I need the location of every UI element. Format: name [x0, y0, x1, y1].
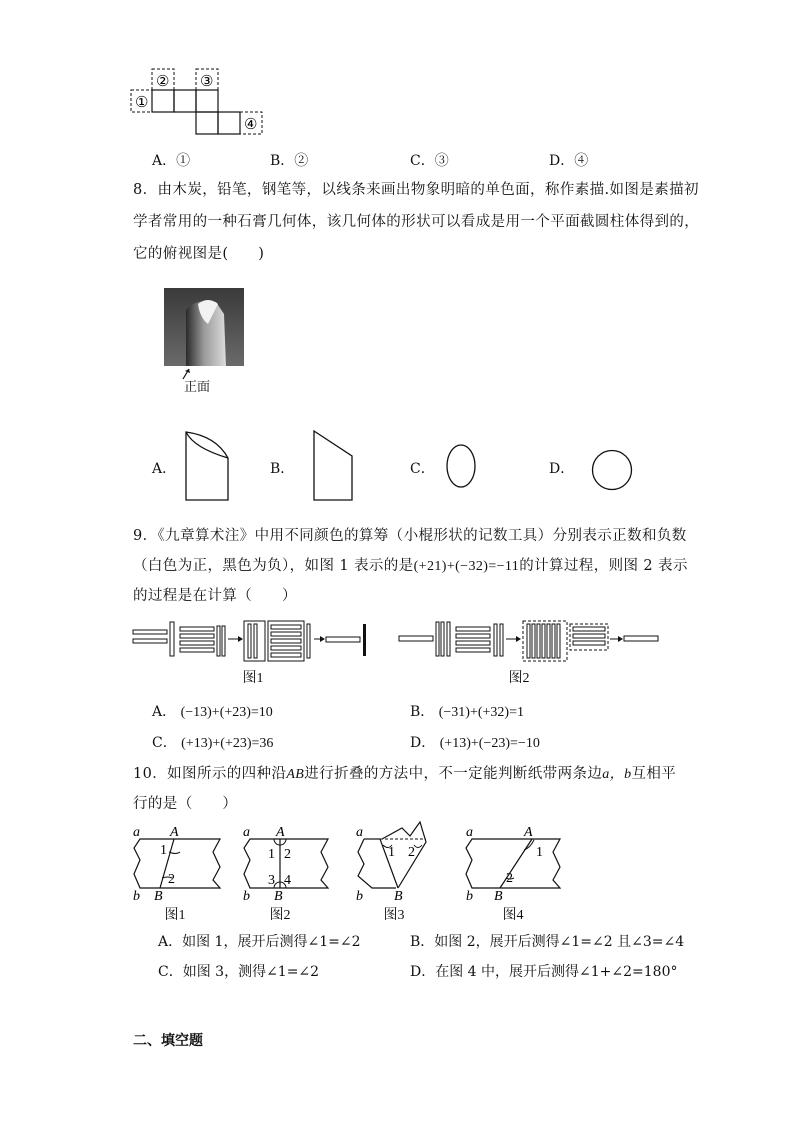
counting-rods-figure-1: [130, 618, 370, 664]
fold-figure-3: [352, 814, 442, 904]
fold-figure-4: [460, 822, 570, 904]
q10-option-b[interactable]: B．如图 2，展开后测得∠1=∠2 且∠3=∠4: [410, 934, 685, 950]
net-label-3: ③: [200, 74, 214, 90]
fig3-label-B: B: [394, 889, 403, 904]
q7-option-b[interactable]: B．②: [270, 153, 309, 169]
q10-text-line-2: 行的是（ ）: [133, 796, 238, 812]
q10-option-d[interactable]: D．在图 4 中，展开后测得∠1+∠2=180°: [410, 964, 678, 980]
q8-text-line-2: 学者常用的一种石膏几何体，该几何体的形状可以看成是用一个平面截圆柱体得到的，: [133, 214, 700, 230]
fig2-label-A: A: [276, 825, 285, 840]
q8-option-d-shape: [590, 448, 634, 492]
fig2-angle-2: 2: [284, 847, 291, 862]
figure-1-caption: 图1: [242, 671, 264, 686]
q10-figure-2-caption: 图2: [269, 908, 291, 923]
fig1-label-a: a: [133, 825, 140, 840]
q10-option-a[interactable]: A．如图 1，展开后测得∠1=∠2: [158, 934, 361, 950]
q9-option-d[interactable]: D． (+13)+(−23)=−10: [410, 735, 540, 751]
fig4-label-A: A: [524, 825, 533, 840]
q9-text-line-2: （白色为正，黑色为负），如图 1 表示的是(+21)+(−32)=−11的计算过程，则图 2 表示: [133, 558, 688, 574]
fig1-label-b: b: [133, 889, 140, 904]
fold-figure-1: [130, 822, 230, 904]
q10-figure-4-caption: 图4: [502, 908, 524, 923]
q8-option-b-shape: [306, 428, 358, 504]
fig1-label-B: B: [154, 889, 163, 904]
q10-text-line-1: 10．如图所示的四种沿AB进行折叠的方法中，不一定能判断纸带两条边a，b互相平: [133, 766, 677, 782]
net-label-2: ②: [156, 74, 170, 90]
q7-option-d[interactable]: D．④: [549, 153, 589, 169]
fig2-label-a: a: [243, 825, 250, 840]
figure-2-caption: 图2: [508, 671, 530, 686]
q8-option-c-label[interactable]: C．: [410, 461, 435, 477]
fig4-angle-2: 2: [506, 871, 513, 886]
q10-figure-1-caption: 图1: [164, 908, 186, 923]
q7-option-a[interactable]: A．①: [152, 153, 191, 169]
q8-option-a-shape: [180, 428, 236, 504]
q9-option-b[interactable]: B． (−31)+(+32)=1: [410, 704, 524, 720]
q9-option-c[interactable]: C． (+13)+(+23)=36: [152, 735, 274, 751]
fig1-angle-2: 2: [168, 872, 175, 887]
q8-option-a-label[interactable]: A．: [152, 461, 177, 477]
fig2-angle-1: 1: [268, 847, 275, 862]
fig2-label-B: B: [274, 889, 283, 904]
section-title: 二、填空题: [133, 1033, 203, 1049]
q10-option-c[interactable]: C．如图 3，测得∠1=∠2: [158, 964, 320, 980]
q9-text-line-1: 9．《九章算术注》中用不同颜色的算筹（小棍形状的记数工具）分别表示正数和负数: [133, 528, 687, 544]
counting-rods-figure-2: [396, 618, 662, 664]
fig1-label-A: A: [170, 825, 179, 840]
q8-option-d-label[interactable]: D．: [549, 461, 575, 477]
q8-option-b-label[interactable]: B．: [270, 461, 295, 477]
fig2-angle-3: 3: [268, 873, 275, 888]
q9-text-line-3: 的过程是在计算（ ）: [133, 588, 297, 604]
fig4-label-a: a: [466, 825, 473, 840]
fig4-label-B: B: [494, 889, 503, 904]
q10-figure-3-caption: 图3: [383, 908, 405, 923]
fig3-angle-2: 2: [408, 845, 415, 860]
q7-option-c[interactable]: C．③: [410, 153, 449, 169]
cube-net-figure: [130, 66, 270, 138]
fig4-angle-1: 1: [536, 845, 543, 860]
fig3-angle-1: 1: [388, 845, 395, 860]
fig1-angle-1: 1: [160, 843, 167, 858]
plaster-cylinder-photo: [164, 288, 246, 368]
photo-caption: 正面: [184, 380, 211, 395]
fold-figure-2: [240, 822, 336, 904]
fig4-label-b: b: [466, 889, 473, 904]
net-label-1: ①: [135, 95, 149, 111]
fig3-label-a: a: [356, 825, 363, 840]
q9-option-a[interactable]: A． (−13)+(+23)=10: [152, 704, 273, 720]
net-label-4: ④: [244, 117, 258, 133]
q8-text-line-1: 8．由木炭，铅笔，钢笔等，以线条来画出物象明暗的单色面，称作素描.如图是素描初: [133, 182, 699, 198]
q8-option-c-shape: [444, 442, 478, 490]
fig2-label-b: b: [243, 889, 250, 904]
fig2-angle-4: 4: [284, 873, 291, 888]
q8-text-line-3: 它的俯视图是( ): [133, 246, 265, 262]
fig3-label-b: b: [356, 889, 363, 904]
